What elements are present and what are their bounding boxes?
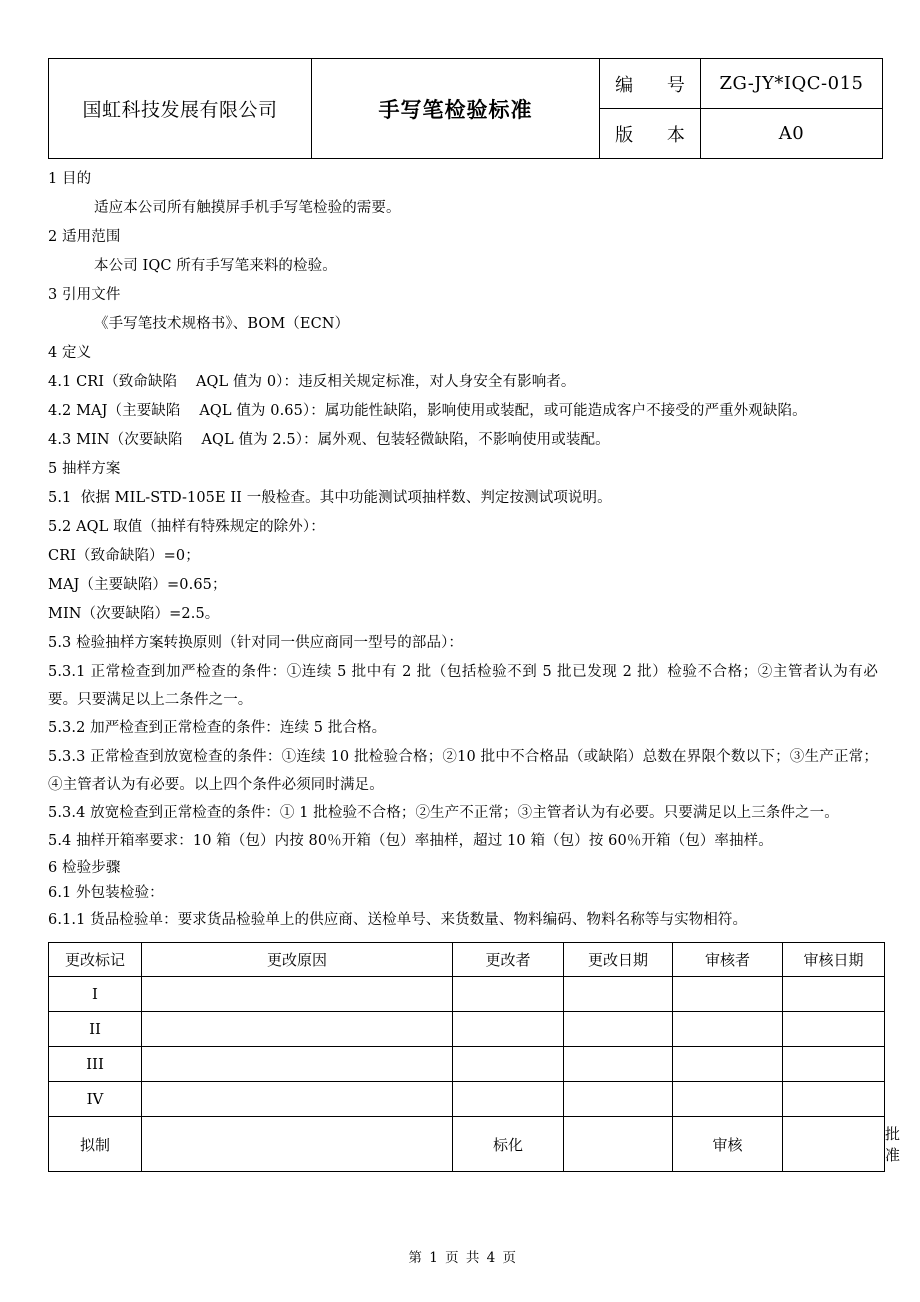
row-reason[interactable] [142, 1082, 453, 1117]
section-6-1: 6.1 外包装检验： [48, 885, 164, 901]
section-5-heading: 5 抽样方案 [48, 461, 121, 477]
standardized-by-field[interactable] [564, 1117, 673, 1172]
reviewed-by-label: 审核 [673, 1117, 783, 1172]
section-5-1: 5.1 依据 MIL-STD-105E II 一般检查。其中功能测试项抽样数、判定按测试项说明。 [48, 490, 612, 506]
section-5-3-4: 5.3.4 放宽检查到正常检查的条件：① 1 批检验不合格；②生产不正常；③主管者认为有必要。只要满足以上三条件之一。 [48, 805, 839, 821]
row-review-date[interactable] [783, 1047, 885, 1082]
row-reason[interactable] [142, 977, 453, 1012]
table-row [49, 1082, 885, 1117]
header-change-by: 更改者 [453, 943, 564, 977]
row-review-date[interactable] [783, 977, 885, 1012]
header-reviewer: 审核者 [673, 943, 783, 977]
company-name-cell: 国虹科技发展有限公司 [49, 59, 312, 159]
row-mark: III [49, 1047, 142, 1082]
row-reviewer[interactable] [673, 1012, 783, 1047]
section-5-2-min: MIN（次要缺陷）=2.5。 [48, 606, 220, 622]
row-by[interactable] [453, 977, 564, 1012]
header-change-reason: 更改原因 [142, 943, 453, 977]
document-page [48, 0, 901, 1302]
page-footer: 第 1 页 共 4 页 [408, 1250, 518, 1266]
table-row [49, 977, 885, 1012]
signature-row: 拟制 标化 审核 批准 [49, 1117, 885, 1172]
revision-table-header-row [49, 943, 885, 977]
section-3-body: 《手写笔技术规格书》、BOM（ECN） [94, 316, 350, 332]
section-4-1: 4.1 CRI（致命缺陷 AQL 值为 0）：违反相关规定标准，对人身安全有影响者。 [48, 374, 576, 390]
version-label: 版 本 [615, 124, 699, 146]
header-change-date: 更改日期 [564, 943, 673, 977]
row-review-date[interactable] [783, 1082, 885, 1117]
section-5-3-3: 5.3.3 正常检查到放宽检查的条件：①连续 10 批检验合格；②10 批中不合格品（或缺陷）总数在界限个数以下；③生产正常；④主管者认为有必要。以上四个条件必须同时满足。 [48, 749, 878, 793]
section-6-heading: 6 检验步骤 [48, 860, 121, 876]
section-2-body: 本公司 IQC 所有手写笔来料的检验。 [94, 258, 337, 274]
row-reviewer[interactable] [673, 1082, 783, 1117]
section-1-body: 适应本公司所有触摸屏手机手写笔检验的需要。 [94, 200, 401, 216]
row-date[interactable] [564, 977, 673, 1012]
section-5-2-cri: CRI（致命缺陷）=0； [48, 548, 200, 564]
row-review-date[interactable] [783, 1012, 885, 1047]
document-header-table [48, 58, 883, 159]
section-2-heading: 2 适用范围 [48, 229, 121, 245]
section-1-heading: 1 目的 [48, 171, 92, 187]
section-4-heading: 4 定义 [48, 345, 92, 361]
reviewed-by-field[interactable] [783, 1117, 885, 1172]
header-review-date: 审核日期 [783, 943, 885, 977]
row-reviewer[interactable] [673, 1047, 783, 1082]
row-reason[interactable] [142, 1047, 453, 1082]
document-body [48, 165, 878, 935]
row-date[interactable] [564, 1082, 673, 1117]
section-5-3: 5.3 检验抽样方案转换原则（针对同一供应商同一型号的部品）： [48, 635, 464, 651]
section-3-heading: 3 引用文件 [48, 287, 121, 303]
section-5-3-1: 5.3.1 正常检查到加严检查的条件：①连续 5 批中有 2 批（包括检验不到 5 批已发现 2 批）检验不合格；②主管者认为有必要。只要满足以上二条件之一。 [48, 664, 878, 708]
version-value: A0 [701, 109, 883, 159]
section-6-1-1: 6.1.1 货品检验单：要求货品检验单上的供应商、送检单号、来货数量、物料编码、物料名称等与实物相符。 [48, 912, 748, 928]
prepared-by-field[interactable] [142, 1117, 453, 1172]
row-reviewer[interactable] [673, 977, 783, 1012]
row-reason[interactable] [142, 1012, 453, 1047]
doc-number-label: 编 号 [615, 74, 699, 96]
row-by[interactable] [453, 1082, 564, 1117]
table-row [49, 1047, 885, 1082]
section-4-2: 4.2 MAJ（主要缺陷 AQL 值为 0.65）：属功能性缺陷，影响使用或装配，或可能造成客户不接受的严重外观缺陷。 [48, 403, 807, 419]
prepared-by-label: 拟制 [49, 1117, 142, 1172]
header-change-mark: 更改标记 [49, 943, 142, 977]
row-mark: IV [49, 1082, 142, 1117]
version-label-cell [600, 109, 701, 159]
doc-number-label-cell [600, 59, 701, 109]
table-row [49, 1012, 885, 1047]
standardized-by-label: 标化 [453, 1117, 564, 1172]
row-date[interactable] [564, 1047, 673, 1082]
section-5-2: 5.2 AQL 取值（抽样有特殊规定的除外）： [48, 519, 325, 535]
row-mark: II [49, 1012, 142, 1047]
row-by[interactable] [453, 1012, 564, 1047]
revision-table [48, 942, 901, 1172]
section-5-4: 5.4 抽样开箱率要求：10 箱（包）内按 80％开箱（包）率抽样，超过 10 箱（包）按 60％开箱（包）率抽样。 [48, 833, 773, 849]
row-by[interactable] [453, 1047, 564, 1082]
document-title-cell: 手写笔检验标准 [312, 59, 600, 159]
section-5-3-2: 5.3.2 加严检查到正常检查的条件：连续 5 批合格。 [48, 720, 387, 736]
doc-number-value: ZG-JY*IQC-015 [701, 59, 883, 109]
section-4-3: 4.3 MIN（次要缺陷 AQL 值为 2.5）：属外观、包装轻微缺陷，不影响使用或装配。 [48, 432, 610, 448]
section-5-2-maj: MAJ（主要缺陷）=0.65； [48, 577, 227, 593]
row-date[interactable] [564, 1012, 673, 1047]
row-mark: I [49, 977, 142, 1012]
